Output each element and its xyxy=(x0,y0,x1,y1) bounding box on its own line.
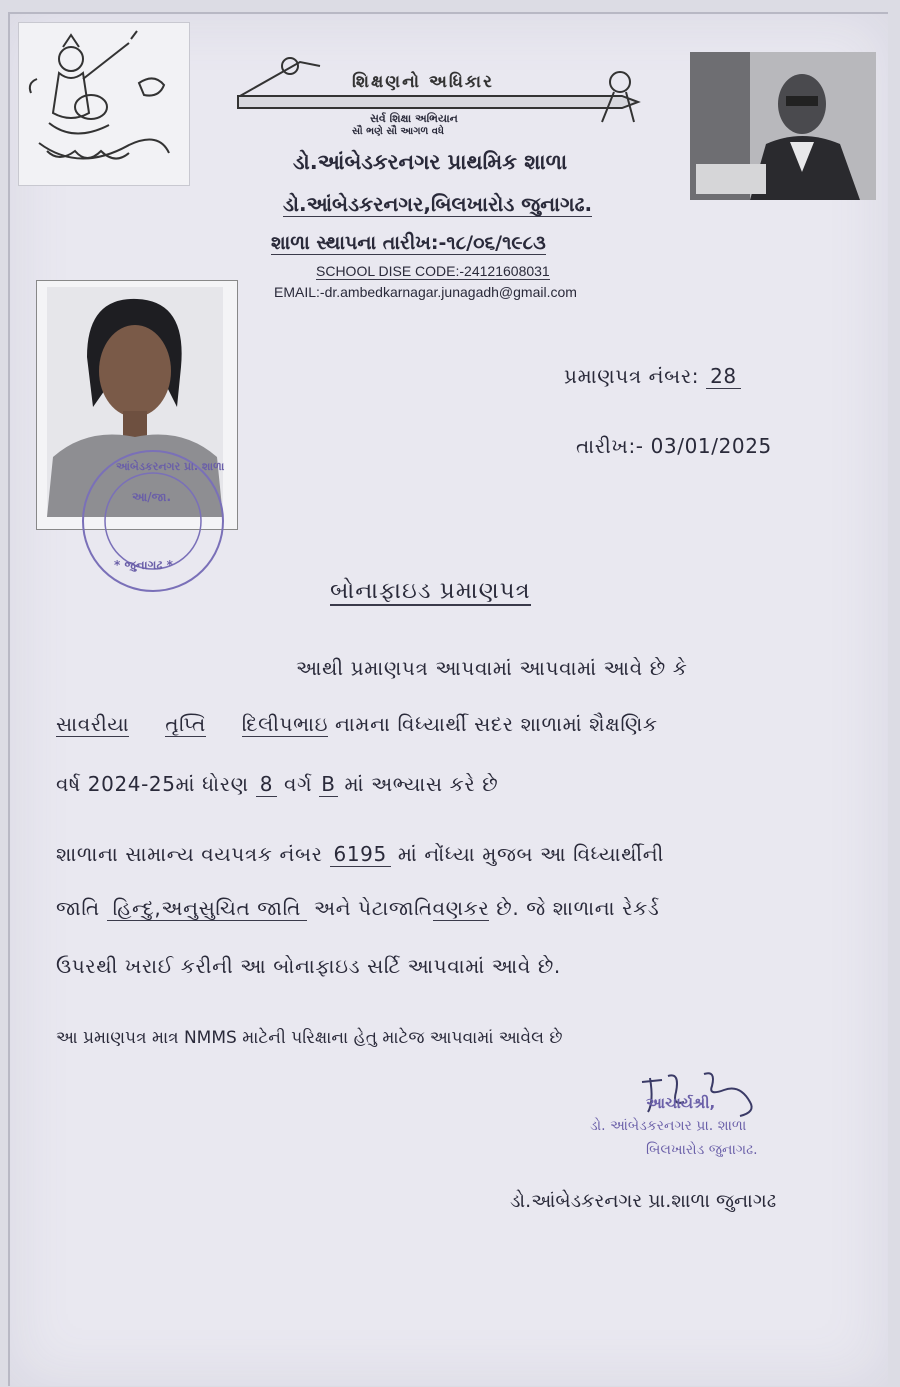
stamp-ring-text: આંબેડકરનગર પ્રા. શાળા xyxy=(116,460,225,473)
established-date: શાળા સ્થાપના તારીખ:-૧૮/૦૬/૧૯૮૩ xyxy=(271,232,546,254)
para2-line2-c: છે. જે શાળાના રેકર્ડ xyxy=(496,896,660,920)
stamp-principal-title: આચાર્યશ્રી, xyxy=(646,1094,716,1112)
para2-line1 xyxy=(56,842,664,866)
para1-line3-b: વર્ગ xyxy=(284,772,313,796)
para2-line2-b: અને પેટાજાતિ xyxy=(313,896,433,920)
para1-line2-rest: નામના વિધ્યાર્થી સદર શાળામાં શૈક્ષણિક xyxy=(335,712,658,736)
goddess-drawing-icon xyxy=(19,23,189,185)
certificate-title: બોનાફાઇડ પ્રમાણપત્ર xyxy=(330,578,531,604)
para3-purpose: આ પ્રમાણપત્ર માત્ર NMMS માટેની પરિક્ષાના હેતુ માટેજ આપવામાં આવેલ છે xyxy=(56,1028,563,1048)
division-value: B xyxy=(321,772,336,796)
stamp-center-text: આ/જા. xyxy=(132,490,172,504)
subcaste-value: વણકર xyxy=(432,896,490,920)
para1-line3 xyxy=(56,772,498,796)
dise-code: SCHOOL DISE CODE:-24121608031 xyxy=(316,263,550,279)
standard-value: 8 xyxy=(256,772,277,797)
register-number: 6195 xyxy=(330,842,391,867)
para2-line1-b: માં નોંધ્યા મુજબ આ વિધ્યાર્થીની xyxy=(397,842,664,866)
para1-line3-c: માં અભ્યાસ કરે છે xyxy=(344,772,499,796)
footer-school-sign: ડો.આંબેડકરનગર પ્રા.શાળા જુનાગઢ xyxy=(510,1190,777,1212)
para1-line1: આથી પ્રમાણપત્ર આપવામાં આપવામાં આવે છે કે xyxy=(296,656,688,680)
certificate-sheet xyxy=(8,12,888,1386)
certificate-number-row xyxy=(564,364,741,388)
certificate-number-label: પ્રમાણપત્ર નંબર: xyxy=(564,364,700,388)
certificate-date-label: તારીખ:- xyxy=(576,434,644,458)
slogan-subtitle-1: સર્વ શિક્ષા અભિયાન xyxy=(370,112,458,125)
school-round-stamp xyxy=(78,446,228,596)
school-name: ડો.આંબેડકરનગર પ્રાથમિક શાળા xyxy=(293,150,568,174)
stamp-school-place: બિલખારોડ જુનાગઢ. xyxy=(646,1142,758,1158)
slogan-banner xyxy=(230,52,650,142)
ambedkar-portrait xyxy=(690,52,876,200)
certificate-date-value: 03/01/2025 xyxy=(650,434,772,458)
student-surname: સાવરીયા xyxy=(56,712,130,736)
saraswati-illustration xyxy=(18,22,190,186)
para2-line2-a: જાતિ xyxy=(56,896,100,920)
school-email: EMAIL:-dr.ambedkarnagar.junagadh@gmail.com xyxy=(274,284,577,300)
para2-line1-a: શાળાના સામાન્ય વયપત્રક નંબર xyxy=(56,842,323,866)
student-father-name: દિલીપભાઇ xyxy=(241,712,329,736)
portrait-photo-icon xyxy=(690,52,876,200)
certificate-number-value: 28 xyxy=(706,364,741,389)
certificate-date-row xyxy=(576,434,772,458)
stamp-school-name: ડો. આંબેડકરનગર પ્રા. શાળા xyxy=(590,1118,747,1134)
signature-scribble-icon xyxy=(620,1062,780,1122)
stamp-bottom-text: * જુનાગઢ * xyxy=(114,558,173,572)
slogan-subtitle-2: સૌ ભણે સૌ આગળ વધે xyxy=(352,126,445,137)
slogan-title: શિક્ષણનો અધિકાર xyxy=(352,72,494,92)
caste-value: હિન્દુ,અનુસુચિત જાતિ xyxy=(107,896,307,921)
para2-line2 xyxy=(56,896,659,920)
para1-line2 xyxy=(56,712,658,736)
student-first-name: તૃપ્તિ xyxy=(165,712,206,736)
para1-line3-a: વર્ષ 2024-25માં ધોરણ xyxy=(56,772,249,796)
para2-line3: ઉપરથી ખરાઈ કરીની આ બોનાફાઇડ સર્ટિ આપવામાં આવે છે. xyxy=(56,954,561,978)
principal-signature xyxy=(620,1062,780,1122)
school-address: ડો.આંબેડકરનગર,બિલખારોડ જુનાગઢ. xyxy=(283,192,593,216)
